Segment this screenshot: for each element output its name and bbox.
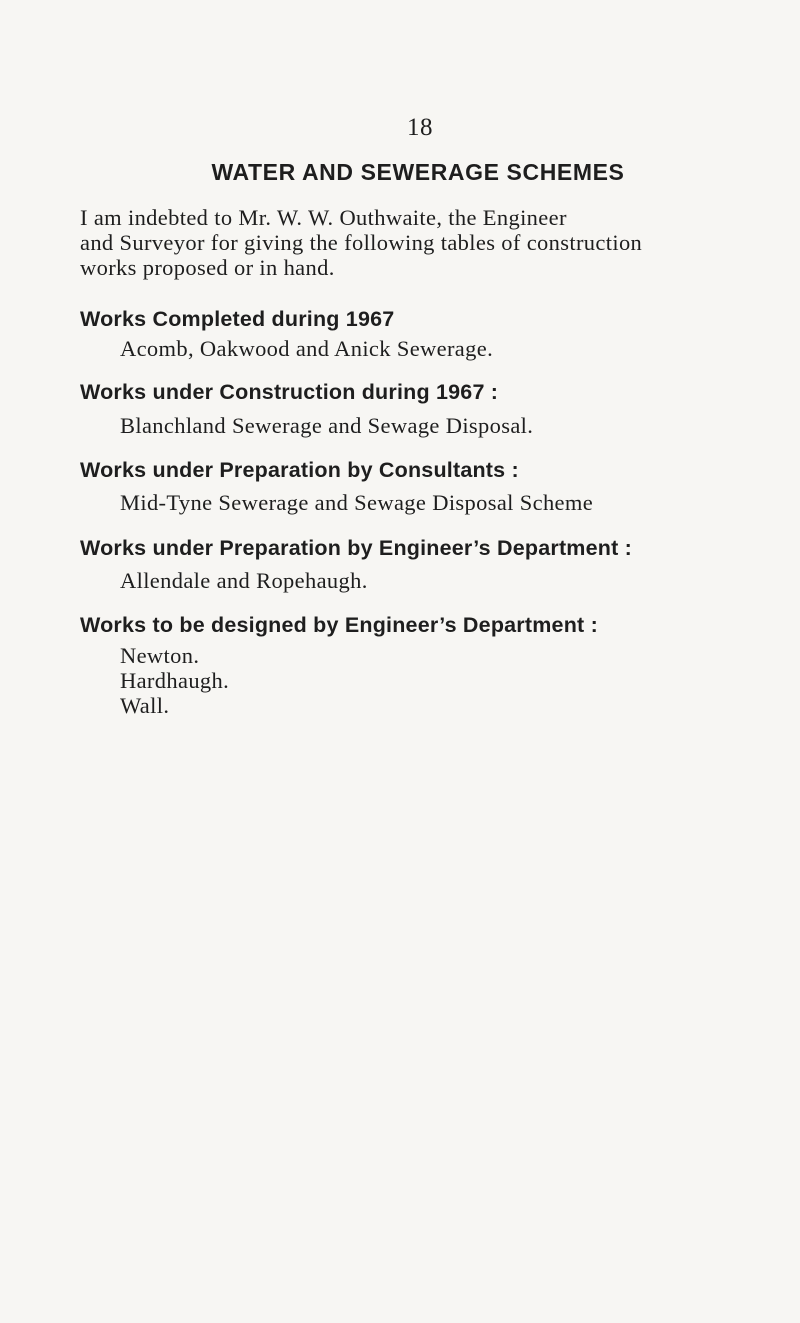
section-consultants-heading: Works under Preparation by Consultants : (80, 458, 519, 482)
section-completed-heading: Works Completed during 1967 (80, 307, 395, 331)
section-construction-item: Blanchland Sewerage and Sewage Disposal. (120, 413, 534, 438)
intro-line: and Surveyor for giving the following tables of construction (80, 230, 643, 255)
section-to-be-designed-item: Newton. (120, 643, 200, 668)
section-to-be-designed-item: Wall. (120, 693, 170, 718)
section-to-be-designed-heading: Works to be designed by Engineer’s Department : (80, 613, 598, 637)
page-number: 18 (407, 114, 433, 141)
section-engineer-prep-heading: Works under Preparation by Engineer’s Department : (80, 536, 633, 560)
intro-paragraph (80, 205, 740, 280)
section-consultants-item: Mid-Tyne Sewerage and Sewage Disposal Scheme (120, 490, 594, 515)
section-completed-item: Acomb, Oakwood and Anick Sewerage. (120, 336, 494, 361)
intro-line: I am indebted to Mr. W. W. Outhwaite, the Engineer (80, 205, 567, 230)
section-to-be-designed-item: Hardhaugh. (120, 668, 230, 693)
section-construction-heading: Works under Construction during 1967 : (80, 380, 499, 404)
intro-line: works proposed or in hand. (80, 255, 335, 280)
section-engineer-prep-item: Allendale and Ropehaugh. (120, 568, 368, 593)
page-title: WATER AND SEWERAGE SCHEMES (211, 159, 625, 185)
